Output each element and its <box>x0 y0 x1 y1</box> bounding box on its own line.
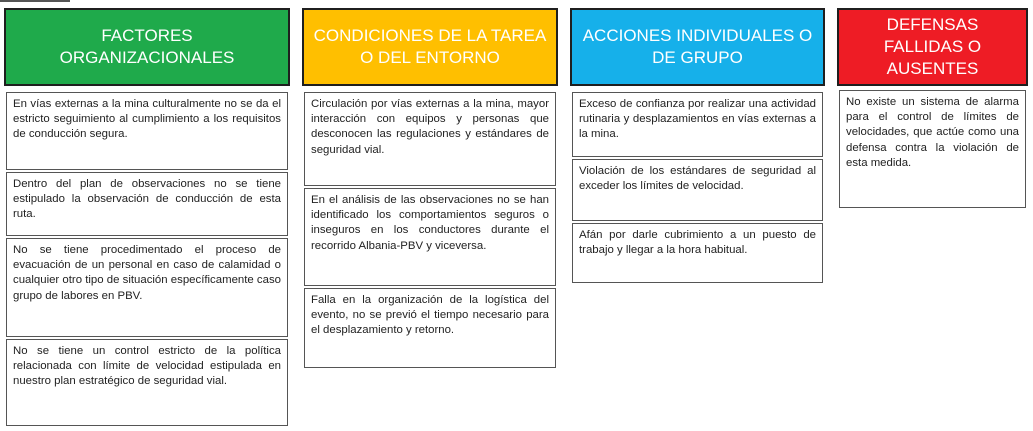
factor-item-4: No se tiene un control estricto de la política relacionada con límite de velocidad estipulada en nuestro plan estratégico de seguridad vial. <box>6 339 288 426</box>
column-factores-organizacionales <box>4 8 290 428</box>
column-header-condiciones-tarea-entorno: CONDICIONES DE LA TAREA O DEL ENTORNO <box>302 8 558 86</box>
column-header-acciones-individuales-grupo: ACCIONES INDIVIDUALES O DE GRUPO <box>570 8 825 86</box>
factor-item-3: No se tiene procedimentado el proceso de evacuación de un personal en caso de calamidad o cualquier otro tipo de situación específicamente caso grupo de labores en PBV. <box>6 238 288 337</box>
factor-item-2: Dentro del plan de observaciones no se tiene estipulado la observación de conducción de esta ruta. <box>6 172 288 236</box>
accion-item-1: Exceso de confianza por realizar una actividad rutinaria y desplazamientos en vías externas a la mina. <box>572 92 823 157</box>
accion-item-3: Afán por darle cubrimiento a un puesto de trabajo y llegar a la hora habitual. <box>572 223 823 283</box>
accion-item-2: Violación de los estándares de seguridad al exceder los límites de velocidad. <box>572 159 823 221</box>
defensa-item-1: No existe un sistema de alarma para el control de límites de velocidades, que actúe como una defensa contra la violación de esta medida. <box>839 90 1026 208</box>
condicion-item-3: Falla en la organización de la logística del evento, no se previó el tiempo necesario para el desplazamiento y retorno. <box>304 288 556 368</box>
condicion-item-1: Circulación por vías externas a la mina, mayor interacción con equipos y personas que desconocen las regulaciones y estándares de seguridad vial. <box>304 92 556 186</box>
column-header-defensas-fallidas-ausentes: DEFENSAS FALLIDAS O AUSENTES <box>837 8 1028 86</box>
column-acciones-individuales-grupo <box>570 8 825 283</box>
factor-item-1: En vías externas a la mina culturalmente no se da el estricto seguimiento al cumplimiento a los requisitos de conducción segura. <box>6 92 288 170</box>
column-defensas-fallidas-ausentes <box>837 8 1028 208</box>
column-condiciones-tarea-entorno <box>302 8 558 368</box>
condicion-item-2: En el análisis de las observaciones no se han identificado los comportamientos seguros o inseguros en los conductores durante el recorrido Albania-PBV y viceversa. <box>304 188 556 286</box>
column-header-factores-organizacionales: FACTORES ORGANIZACIONALES <box>4 8 290 86</box>
top-edge-line <box>0 0 70 2</box>
